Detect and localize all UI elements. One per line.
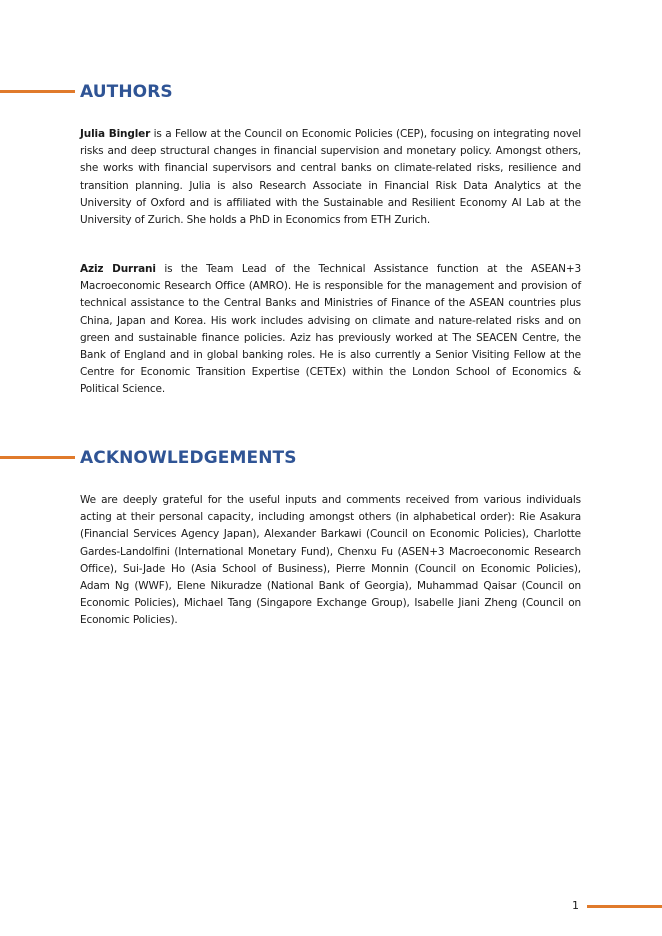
acknowledgements-heading: ACKNOWLEDGEMENTS: [80, 448, 297, 468]
author-bio-durrani: [80, 261, 581, 399]
authors-heading: AUTHORS: [80, 82, 173, 102]
authors-heading-rule: [0, 90, 75, 93]
footer-rule: [587, 905, 662, 908]
author-name: Julia Bingler: [80, 128, 151, 140]
author-bio-text: is the Team Lead of the Technical Assistance function at the ASEAN+3 Macroeconomic Research Office (AMRO). He is responsible for the management and provision of technical assistance to the Central Banks and Ministries of Finance of the ASEAN countries plus China, Japan and Korea. His work includes advising on climate and nature-related risks and on green and sustainable finance policies. Aziz has previously worked at The SEACEN Centre, the Bank of England and in global banking roles. He is also currently a Senior Visiting Fellow at the Centre for Economic Transition Expertise (CETEx) within the London School of Economics & Political Science.: [80, 263, 581, 396]
acknowledgements-text: We are deeply grateful for the useful inputs and comments received from various individuals acting at their personal capacity, including amongst others (in alphabetical order): Rie Asakura (Financial Services Agency Japan), Alexander Barkawi (Council on Economic Policies), Charlotte Gardes-Landolfini (International Monetary Fund), Chenxu Fu (ASEN+3 Macroeconomic Research Office), Sui-Jade Ho (Asia School of Business), Pierre Monnin (Council on Economic Policies), Adam Ng (WWF), Elene Nikuradze (National Bank of Georgia), Muhammad Qaisar (Council on Economic Policies), Michael Tang (Singapore Exchange Group), Isabelle Jiani Zheng (Council on Economic Policies).: [80, 494, 581, 627]
author-bio-bingler: [80, 126, 581, 229]
author-bio-text: is a Fellow at the Council on Economic Policies (CEP), focusing on integrating novel risks and deep structural changes in financial supervision and monetary policy. Amongst others, she works with financial supervisors and central banks on climate-related risks, resilience and transition planning. Julia is also Research Associate in Financial Risk Data Analytics at the University of Oxford and is affiliated with the Sustainable and Resilient Economy AI Lab at the University of Zurich. She holds a PhD in Economics from ETH Zurich.: [80, 128, 581, 227]
page-number: 1: [572, 899, 579, 912]
acknowledgements-heading-rule: [0, 456, 75, 459]
author-name: Aziz Durrani: [80, 263, 156, 275]
